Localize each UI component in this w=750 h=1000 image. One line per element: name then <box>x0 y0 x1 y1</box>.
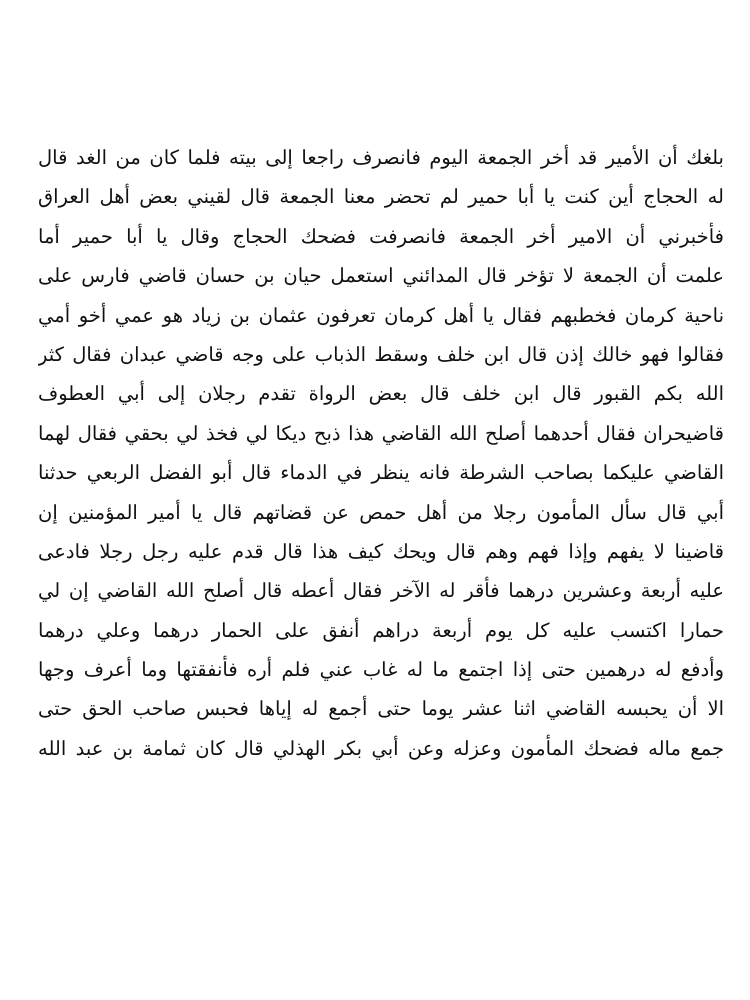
text-line: ناحية كرمان فخطبهم فقال يا أهل كرمان تعرفون عثمان بن زياد هو عمي أخو أمي <box>38 303 724 327</box>
text-line: فقالوا فهو خالك إذن قال ابن خلف وسقط الذباب على وجه قاضي عبدان فقال كثر <box>38 342 724 366</box>
text-line: الله بكم القبور قال ابن خلف قال بعض الرواة تقدم رجلان إلى أبي العطوف <box>38 382 724 406</box>
text-line: بلغك أن الأمير قد أخر الجمعة اليوم فانصرف راجعا إلى بيته فلما كان من الغد قال <box>38 146 724 169</box>
text-line: حمارا اكتسب عليه كل يوم أربعة دراهم أنفق على الحمار درهما وعلي درهما <box>38 618 724 642</box>
text-line: أبي قال سأل المأمون رجلا من أهل حمص عن قضاتهم قال يا أمير المؤمنين إن <box>38 500 724 524</box>
text-line: علمت أن الجمعة لا تؤخر قال المدائني استعمل حيان بن حسان قاضي فارس على <box>38 264 724 288</box>
text-line: الا أن يحبسه القاضي اثنا عشر يوما حتى أجمع له إياها فحبس صاحب الحق حتى <box>38 697 724 721</box>
text-line: عليه أربعة وعشرين درهما فأقر له الآخر فقال أعطه قال أصلح الله القاضي إن لي <box>38 579 724 603</box>
text-line: وأدفع له درهمين حتى إذا اجتمع ما له غاب عني فلم أره فأنفقتها وما أعرف وجها <box>38 658 724 682</box>
text-line: القاضي عليكما بصاحب الشرطة فانه ينظر في الدماء قال أبو الفضل الربعي حدثنا <box>38 461 724 485</box>
text-line: قاضينا لا يفهم وإذا فهم وهم قال ويحك كيف هذا قال قدم عليه رجل رجلا فادعى <box>38 539 724 563</box>
text-line: له الحجاج أين كنت يا أبا حمير لم تحضر معنا الجمعة قال لقيني بعض أهل العراق <box>38 185 724 209</box>
text-line: قاضيحران فقال أحدهما أصلح الله القاضي هذا ذبح ديكا لي فخذ لي بحقي فقال لهما <box>38 421 724 445</box>
text-line: جمع ماله فضحك المأمون وعزله وعن أبي بكر الهذلي قال كان ثمامة بن عبد الله <box>38 736 724 760</box>
text-line: فأخبرني أن الامير أخر الجمعة فانصرفت فضحك الحجاج وقال يا أبا حمير أما <box>38 224 724 248</box>
document-body <box>38 138 724 768</box>
